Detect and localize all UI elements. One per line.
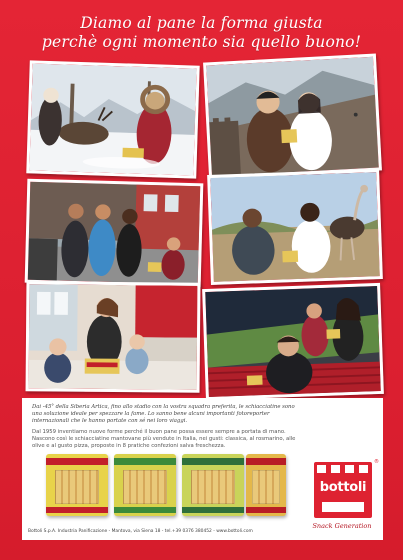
siberia-reindeer-photo xyxy=(26,60,199,178)
product-pack-olive xyxy=(182,454,244,516)
registered-mark: ® xyxy=(374,459,379,465)
company-footer: Bottoli S.p.A. Industria Panificazione - Mantova, via Siena 18 - tel.+39 0376 380452 - www.bottoli.com xyxy=(28,529,253,534)
logo-wordmark: bottoli xyxy=(319,480,367,495)
kitchen-family-photo xyxy=(26,281,201,393)
bottoli-logo xyxy=(314,462,372,518)
product-pack-classica xyxy=(46,454,108,516)
headline-line-1: Diamo al pane la forma giusta xyxy=(80,14,323,32)
street-group-photo xyxy=(25,179,204,288)
body-paragraph: Dal 1959 inventiamo nuove forme perché il buon pane possa essere sempre a portata di mano. Nascono così le schiacciatine mantovane più vendute in Italia, nei gusti: classica, al rosmarino, alle olive e al gusto pizza, proposte in 8 pratiche confezioni salva freschezza. xyxy=(32,429,296,449)
castle-crenel-icon xyxy=(317,465,369,473)
headline xyxy=(0,14,403,52)
intro-paragraph: Dai -45° della Siberia Artica, fino allo stadio con la vostra squadra preferita, le schiacciatine sono una soluzione ideale per spezzare la fame. Lo sanno bene alcuni importanti fotoreporter internazionali che le hanno portate con sé nei loro viaggi. xyxy=(32,404,295,424)
logo-base-bar xyxy=(322,502,364,512)
product-packs xyxy=(18,454,283,522)
product-pack-rosmarino xyxy=(114,454,176,516)
stadium-fans-photo xyxy=(202,283,384,400)
body-copy xyxy=(32,404,304,450)
great-wall-couple-photo xyxy=(203,54,382,180)
product-pack-pizza xyxy=(246,454,286,516)
headline-line-2: perchè ogni momento sia quello buono! xyxy=(41,33,362,51)
ostrich-farm-photo xyxy=(207,169,383,285)
brand-tagline: Snack Generation xyxy=(312,522,372,530)
